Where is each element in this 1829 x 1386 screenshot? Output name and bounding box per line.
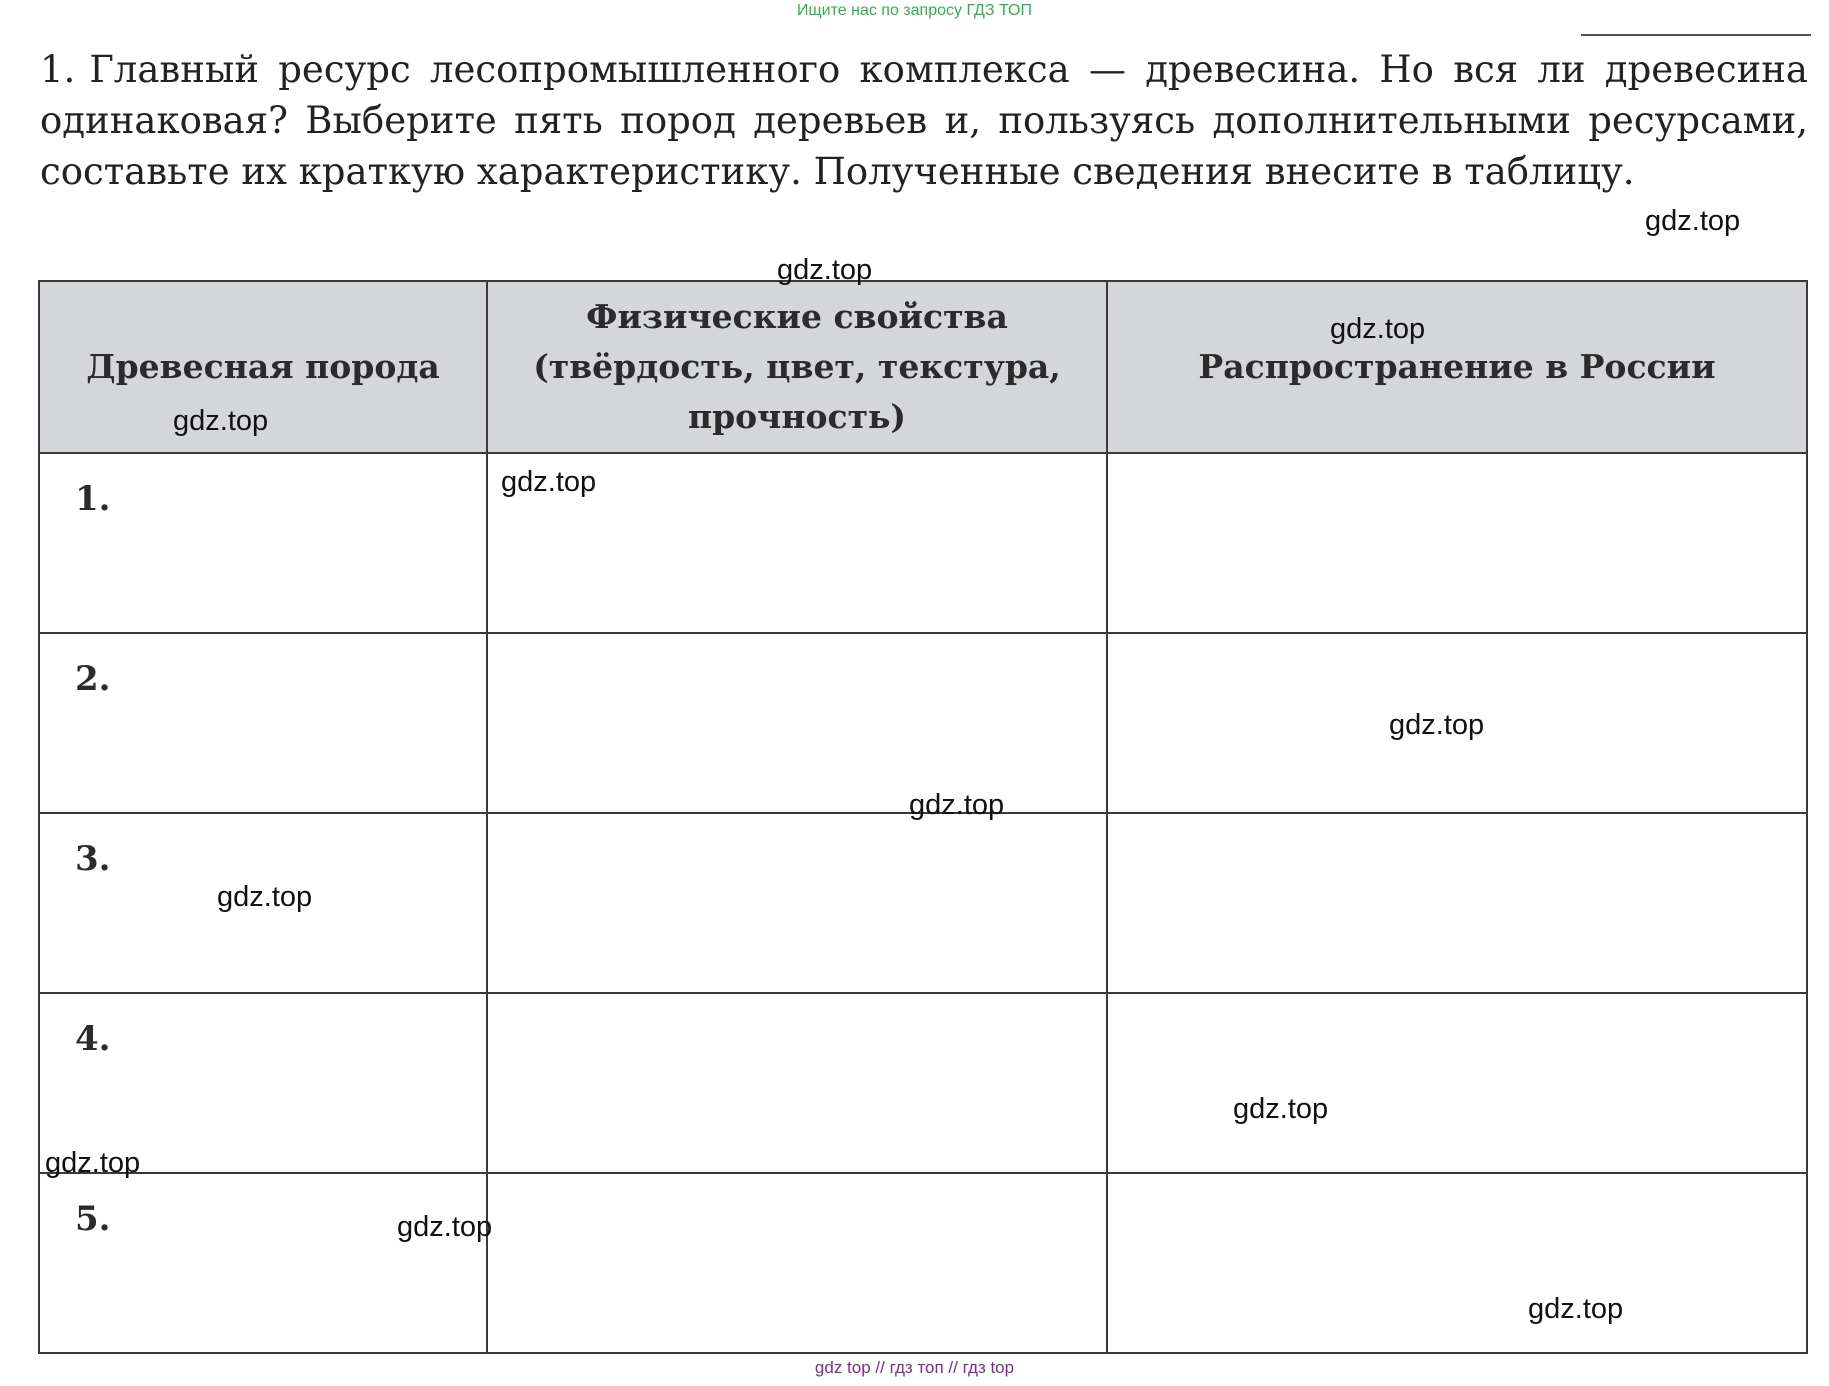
row-number: 4. bbox=[75, 1019, 111, 1059]
table-row bbox=[39, 453, 1807, 633]
distribution-cell[interactable] bbox=[1107, 453, 1807, 633]
top-banner: Ищите нас по запросу ГДЗ ТОП bbox=[797, 2, 1032, 19]
watermark: gdz.top bbox=[1330, 313, 1426, 345]
table-row bbox=[39, 633, 1807, 813]
species-cell[interactable] bbox=[39, 453, 487, 633]
task-paragraph bbox=[40, 44, 1808, 197]
species-cell[interactable] bbox=[39, 1173, 487, 1353]
properties-cell[interactable] bbox=[487, 1173, 1107, 1353]
row-number: 5. bbox=[75, 1199, 111, 1239]
header-physical-properties: Физические свойства (твёрдость, цвет, текстура, прочность) bbox=[487, 281, 1107, 453]
properties-cell[interactable] bbox=[487, 633, 1107, 813]
top-divider bbox=[1581, 34, 1811, 36]
watermark: gdz.top bbox=[1645, 205, 1741, 237]
watermark: gdz.top bbox=[1233, 1093, 1329, 1125]
distribution-cell[interactable] bbox=[1107, 813, 1807, 993]
properties-cell[interactable] bbox=[487, 813, 1107, 993]
species-cell[interactable] bbox=[39, 993, 487, 1173]
distribution-cell[interactable] bbox=[1107, 993, 1807, 1173]
distribution-cell[interactable] bbox=[1107, 1173, 1807, 1353]
watermark: gdz.top bbox=[909, 789, 1005, 821]
task-text: Главный ресурс лесопромышленного комплекса — древесина. Но вся ли древесина одинаковая? Выберите пять пород деревьев и, пользуясь дополнительными ресурсами, составьте их краткую характеристику. Полученные сведения внесите в таблицу. bbox=[40, 48, 1808, 193]
table-row bbox=[39, 1173, 1807, 1353]
watermark: gdz.top bbox=[217, 881, 313, 913]
task-number: 1. bbox=[40, 48, 76, 91]
watermark: gdz.top bbox=[397, 1211, 493, 1243]
watermark: gdz.top bbox=[1528, 1293, 1624, 1325]
properties-cell[interactable] bbox=[487, 993, 1107, 1173]
row-number: 2. bbox=[75, 659, 111, 699]
header-distribution-russia: Распространение в России bbox=[1107, 281, 1807, 453]
header-wood-species: Древесная порода bbox=[39, 281, 487, 453]
watermark: gdz.top bbox=[1389, 709, 1485, 741]
row-number: 3. bbox=[75, 839, 111, 879]
species-cell[interactable] bbox=[39, 633, 487, 813]
row-number: 1. bbox=[75, 479, 111, 519]
watermark: gdz.top bbox=[501, 466, 597, 498]
watermark: gdz.top bbox=[173, 405, 269, 437]
watermark: gdz.top bbox=[777, 254, 873, 286]
table-row bbox=[39, 993, 1807, 1173]
footer-links: gdz top // гдз топ // гдз top bbox=[814, 1358, 1015, 1377]
table-header-row bbox=[39, 281, 1807, 453]
watermark: gdz.top bbox=[45, 1147, 141, 1179]
